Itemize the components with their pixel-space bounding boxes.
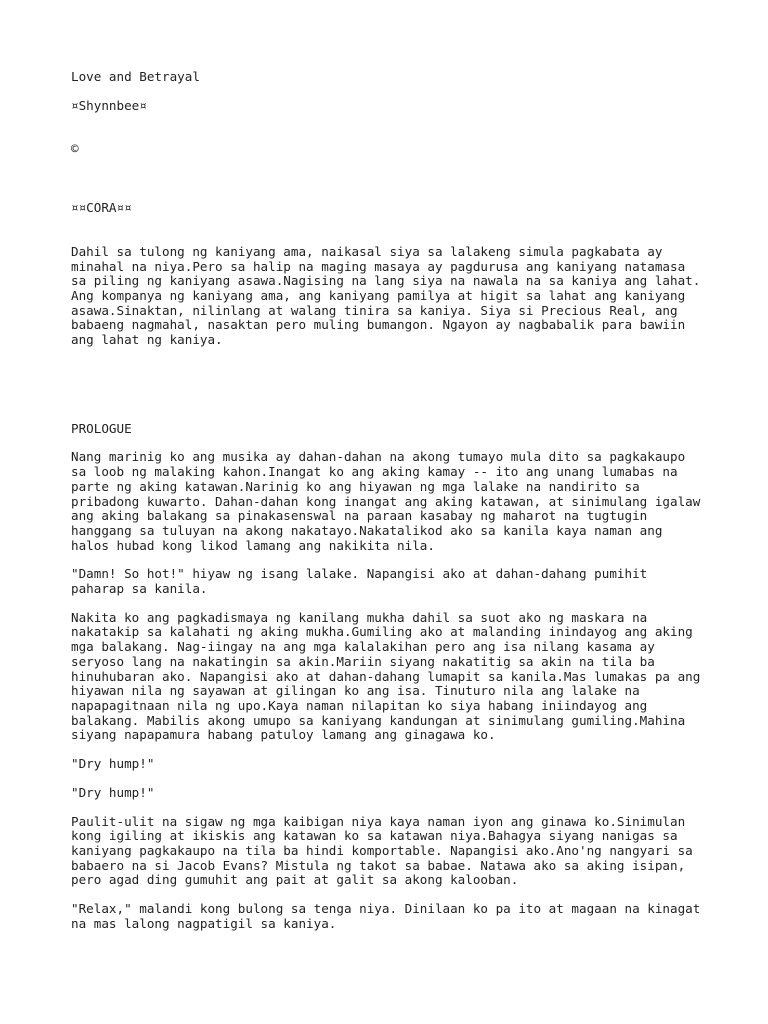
document-page [71, 70, 701, 945]
character-heading: ¤¤CORA¤¤ [71, 200, 132, 216]
paragraph: "Relax," malandi kong bulong sa tenga niya. Dinilaan ko pa ito at magaan na kinagat na mas lalong nagpatigil sa kaniya. [71, 901, 701, 931]
story-blurb: Dahil sa tulong ng kaniyang ama, naikasal siya sa lalakeng simula pagkabata ay minahal na niya.Pero sa halip na maging masaya ay pagdurusa ang kaniyang natamasa sa piling ng kaniyang asawa.Nagising na lang siya na nawala na sa kaniya ang lahat. Ang kompanya ng kaniyang ama, ang kaniyang pamilya at higit sa lahat ang kaniyang asawa.Sinaktan, nilinlang at walang tinira sa kaniya. Siya si Precious Real, ang babaeng nagmahal, nasaktan pero muling bumangon. Ngayon ay nagbabalik para bawiin ang lahat ng kaniya. [71, 243, 701, 348]
copyright-symbol: © [71, 141, 79, 157]
story-title: Love and Betrayal [71, 69, 200, 84]
paragraph: "Dry hump!" [71, 784, 155, 800]
paragraph: Nakita ko ang pagkadismaya ng kanilang mukha dahil sa suot ako ng maskara na nakatakip sa kalahati ng aking mukha.Gumiling ako at malanding inindayog ang aking mga balakang. Nag-iingay na ang mga kalalakihan pero ang isa nilang kasama ay seryoso lang na nakatingin sa akin.Mariin siyang nakatitig sa akin na tila ba hinuhubaran ako. Napangisi ako at dahan-dahang lumapit sa kanila.Mas lumakas pa ang hiyawan nila ng sayawan at gilingan ko ang isa. Tinuturo nila ang lalake na napapagitnaan nila ng upo.Kaya naman nilapitan ko siya habang iniindayog ang balakang. Mabilis akong umupo sa kaniyang kandungan at sinimulang gumiling.Mahina siyang napapamura habang patuloy lamang ang ginagawa ko. [71, 609, 701, 743]
paragraph: "Dry hump!" [71, 756, 155, 772]
paragraph: "Damn! So hot!" hiyaw ng isang lalake. Napangisi ako at dahan-dahang pumihit paharap sa kanila. [71, 566, 648, 597]
author-name: ¤Shynnbee¤ [71, 97, 147, 113]
section-heading: PROLOGUE [71, 420, 132, 436]
paragraph: Paulit-ulit na sigaw ng mga kaibigan niya kaya naman iyon ang ginawa ko.Sinimulan kong igiling at ikiskis ang katawan ko sa katawan niya.Bahagya siyang nanigas sa kaniyang pagkakaupo na tila ba hindi komportable. Napangisi ako.Ano'ng nangyari sa babaero na si Jacob Evans? Mistula ng takot sa babae. Natawa ako sa aking isipan, pero agad ding gumuhit ang pait at galit sa akong kalooban. [71, 813, 693, 888]
paragraph: Nang marinig ko ang musika ay dahan-dahan na akong tumayo mula dito sa pagkakaupo sa loob ng malaking kahon.Inangat ko ang aking kamay -- ito ang unang lumabas na parte ng aking katawan.Narinig ko ang hiyawan ng mga lalake na nandirito sa pribadong kuwarto. Dahan-dahan kong inangat ang aking katawan, at sinimulang igalaw ang aking balakang sa pinakasenswal na paraan kasabay ng maharot na tugtugin hanggang sa tuluyan na akong nakatayo.Nakatalikod ako sa kanila kaya naman ang halos hubad kong likod lamang ang nakikita nila. [71, 449, 701, 553]
